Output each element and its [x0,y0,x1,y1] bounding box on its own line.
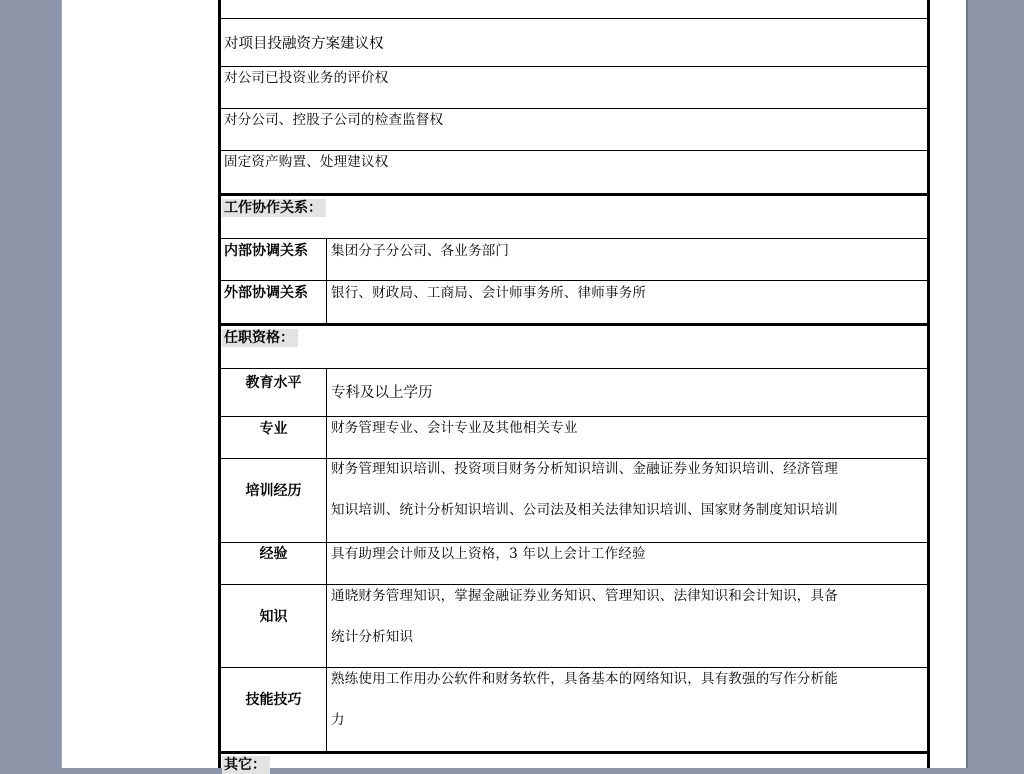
column-divider [326,368,327,752]
qualification-value: 财务管理专业、会计专业及其他相关专业 [331,420,578,436]
row-line [218,416,930,417]
row-line [218,108,930,109]
qualification-value: 力 [331,712,345,728]
row-line [218,150,930,151]
authority-item: 对项目投融资方案建议权 [224,36,384,52]
row-line [218,667,930,668]
qualification-label: 经验 [259,546,288,562]
qualification-value: 具有助理会计师及以上资格，3 年以上会计工作经验 [331,546,646,562]
row-line [218,458,930,459]
row-line [218,66,930,67]
qualification-label: 知识 [259,609,288,625]
qualification-value: 熟练使用工作用办公软件和财务软件，具备基本的网络知识，具有教强的写作分析能 [331,671,838,687]
qualification-value: 知识培训、统计分析知识培训、公司法及相关法律知识培训、国家财务制度知识培训 [331,502,838,518]
row-line [218,368,930,369]
section-line [218,323,930,326]
section-heading-cooperation: 工作协作关系： [222,199,326,217]
section-heading-qualifications: 任职资格： [222,329,298,347]
row-line [218,584,930,585]
external-coordination-label: 外部协调关系 [224,285,308,301]
external-coordination-value: 银行、财政局、工商局、会计师事务所、律师事务所 [331,285,647,301]
job-description-table [218,0,930,773]
column-divider [326,238,327,324]
internal-coordination-value: 集团分子分公司、各业务部门 [331,243,510,259]
qualification-label: 培训经历 [245,483,302,499]
table-right-border [927,0,930,768]
section-line [218,751,930,754]
authority-item: 对分公司、控股子公司的检查监督权 [224,112,444,128]
qualification-label: 技能技巧 [245,692,302,708]
qualification-label: 教育水平 [245,375,302,391]
qualification-value: 专科及以上学历 [331,385,433,401]
document-page [62,0,966,773]
row-line [218,280,930,281]
row-line [218,18,930,19]
internal-coordination-label: 内部协调关系 [224,243,308,259]
qualification-value: 统计分析知识 [331,629,414,645]
qualification-value: 财务管理知识培训、投资项目财务分析知识培训、金融证券业务知识培训、经济管理 [331,461,838,477]
row-line [218,238,930,239]
section-heading-other: 其它： [222,756,270,774]
qualification-value: 通晓财务管理知识，掌握金融证券业务知识、管理知识、法律知识和会计知识，具备 [331,588,838,604]
section-line [218,193,930,196]
authority-item: 固定资产购置、处理建议权 [224,154,389,170]
authority-item: 对公司已投资业务的评价权 [224,70,389,86]
qualification-label: 专业 [259,421,288,437]
row-line [218,542,930,543]
